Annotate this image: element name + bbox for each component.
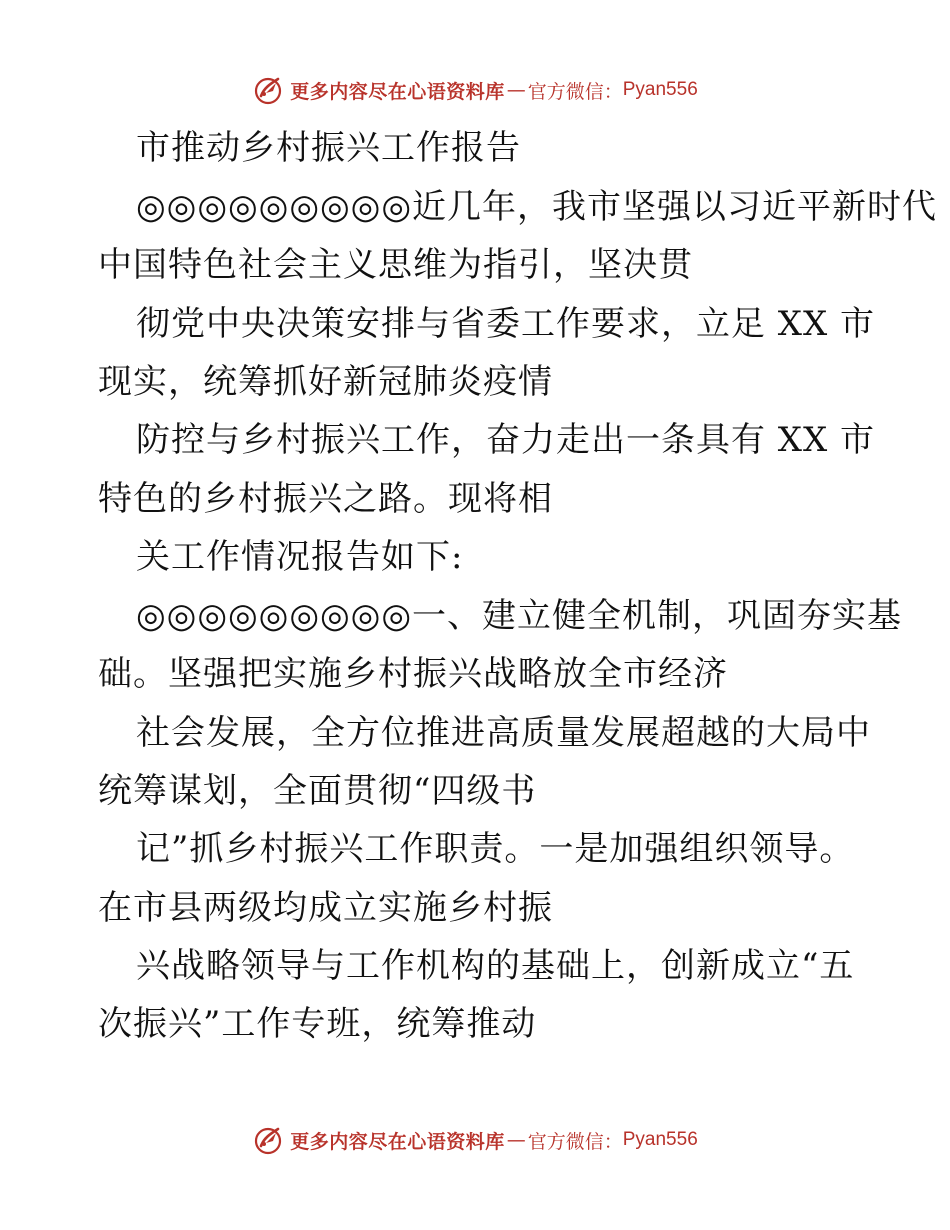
watermark-title: 更多内容尽在心语资料库 <box>290 80 505 103</box>
watermark-banner-bottom <box>0 1120 950 1160</box>
text-line: 社会发展，全方位推进高质量发展超越的大局中 <box>136 713 871 753</box>
text-line: 彻党中央决策安排与省委工作要求，立足 XX 市 <box>136 304 876 344</box>
text-line: 统筹谋划，全面贯彻“四级书 <box>98 771 537 811</box>
text-line: 次振兴”工作专班，统筹推动 <box>98 1004 537 1044</box>
text-line: 础。坚强把实施乡村振兴战略放全市经济 <box>98 654 728 694</box>
document-title: 市推动乡村振兴工作报告 <box>136 128 521 168</box>
watermark-dash: — <box>506 1129 526 1151</box>
text-line: 关工作情况报告如下: <box>136 537 464 577</box>
text-line: 现实，统筹抓好新冠肺炎疫情 <box>98 362 553 402</box>
section-heading-line: ◎◎◎◎◎◎◎◎◎一、建立健全机制，巩固夯实基 <box>136 596 903 636</box>
text-line: 特色的乡村振兴之路。现将相 <box>98 479 553 519</box>
text-line: 在市县两级均成立实施乡村振 <box>98 888 553 928</box>
watermark-dash: — <box>506 79 526 101</box>
watermark-wechat-id: Pyan556 <box>622 1129 698 1150</box>
watermark-wechat-label: 官方微信： <box>527 1130 623 1153</box>
brand-logo-icon <box>252 1124 284 1156</box>
text-line: 防控与乡村振兴工作，奋力走出一条具有 XX 市 <box>136 420 876 460</box>
watermark-wechat-id: Pyan556 <box>622 79 698 100</box>
watermark-wechat-label: 官方微信： <box>527 80 623 103</box>
text-line: 兴战略领导与工作机构的基础上，创新成立“五 <box>136 946 855 986</box>
text-line: ◎◎◎◎◎◎◎◎◎近几年，我市坚强以习近平新时代 <box>136 187 938 227</box>
text-line: 记”抓乡村振兴工作职责。一是加强组织领导。 <box>136 829 855 869</box>
text-line: 中国特色社会主义思维为指引，坚决贯 <box>98 245 693 285</box>
watermark-banner-top <box>0 70 950 110</box>
brand-logo-icon <box>252 74 284 106</box>
watermark-title: 更多内容尽在心语资料库 <box>290 1130 505 1153</box>
